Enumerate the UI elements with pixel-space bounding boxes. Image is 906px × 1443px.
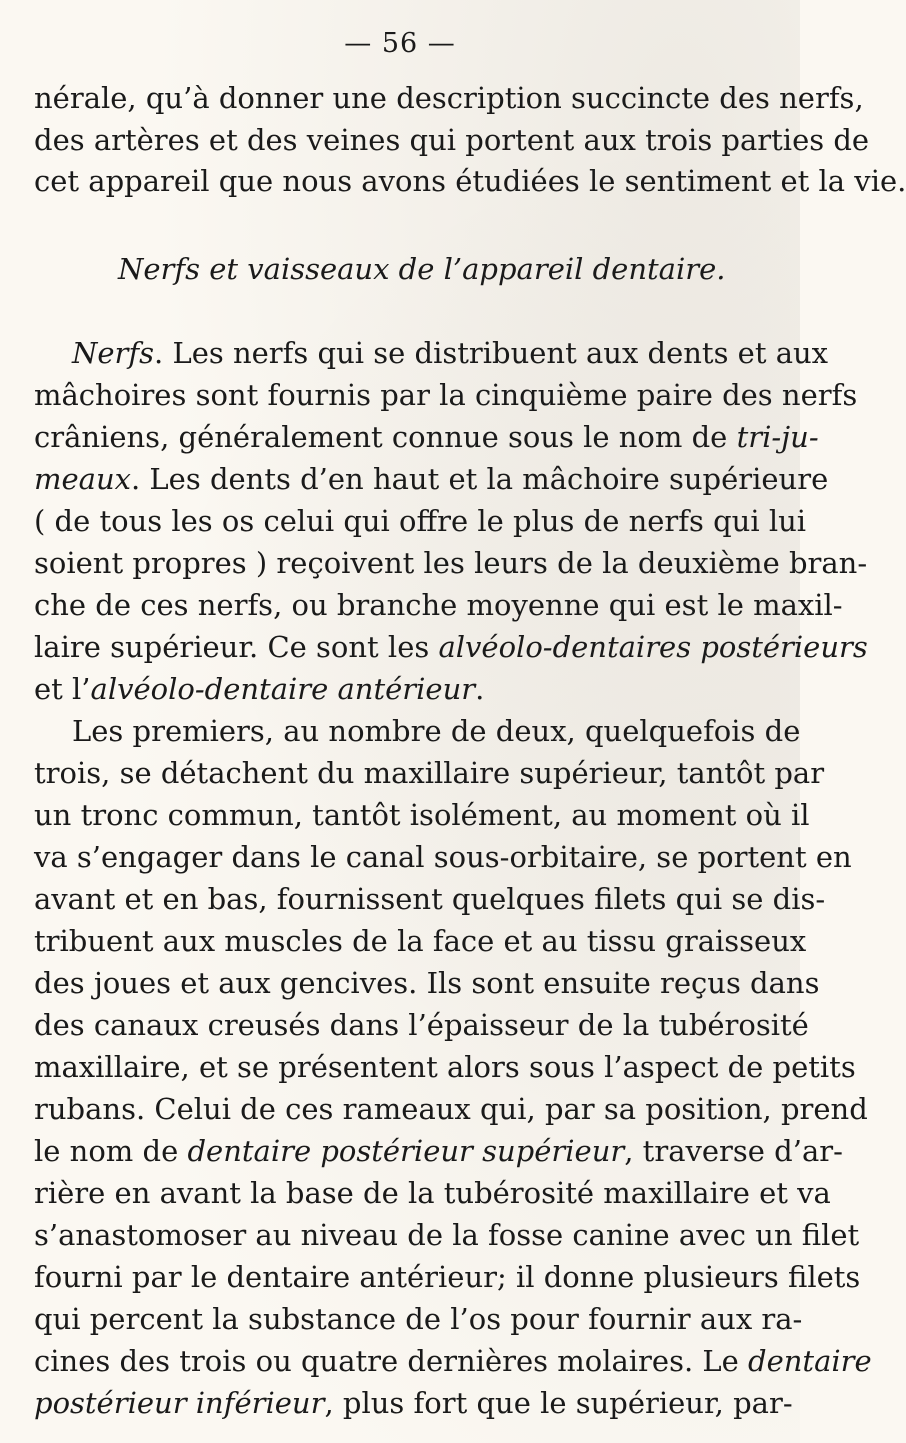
text-line	[34, 1173, 831, 1213]
text-line	[34, 543, 868, 583]
text-line	[34, 1383, 793, 1423]
text-run: trois, se détachent du maxillaire supérieur, tantôt par	[34, 756, 825, 790]
text-run: Les premiers, au nombre de deux, quelquefois de	[72, 714, 801, 748]
text-line	[34, 1089, 868, 1129]
text-line	[34, 795, 810, 835]
text-run: maxillaire, et se présentent alors sous l’aspect de petits	[34, 1050, 856, 1084]
text-run: mâchoires sont fournis par la cinquième paire des nerfs	[34, 378, 858, 412]
text-line	[34, 1341, 872, 1381]
text-line	[34, 627, 868, 667]
text-line	[34, 1005, 809, 1045]
italic-text: alvéolo-dentaires postérieurs	[438, 630, 868, 664]
text-run: . Les dents d’en haut et la mâchoire supérieure	[130, 462, 829, 496]
italic-text: tri-ju-	[736, 420, 819, 454]
text-run: va s’engager dans le canal sous-orbitaire, se portent en	[34, 840, 852, 874]
text-line	[34, 1257, 861, 1297]
text-line	[34, 1215, 860, 1255]
text-line	[34, 501, 807, 541]
text-line	[34, 1131, 843, 1171]
text-line	[34, 161, 906, 201]
text-run: des artères et des veines qui portent aux trois parties de	[34, 123, 870, 157]
italic-text: dentaire postérieur supérieur	[187, 1134, 625, 1168]
text-run: , plus fort que le supérieur, par-	[324, 1386, 793, 1420]
text-run: cet appareil que nous avons étudiées le sentiment et la vie.	[34, 164, 906, 198]
text-line	[34, 120, 870, 160]
section-heading: Nerfs et vaisseaux de l’appareil dentaire.	[118, 252, 726, 286]
text-run: . Les nerfs qui se distribuent aux dents et aux	[154, 336, 829, 370]
text-run: s’anastomoser au niveau de la fosse canine avec un filet	[34, 1218, 860, 1252]
text-line	[34, 375, 858, 415]
text-run: le nom de	[34, 1134, 188, 1168]
text-run: , traverse d’ar-	[624, 1134, 843, 1168]
text-line	[34, 669, 766, 709]
italic-text: Nerfs	[72, 336, 155, 370]
text-line	[34, 1047, 856, 1087]
text-run: crâniens, généralement connue sous le nom de	[34, 420, 737, 454]
text-run: un tronc commun, tantôt isolément, au moment où il	[34, 798, 810, 832]
text-line	[34, 459, 829, 499]
text-run: qui percent la substance de l’os pour fournir aux ra-	[34, 1302, 803, 1336]
italic-text: dentaire	[748, 1344, 872, 1378]
text-run: des canaux creusés dans l’épaisseur de la tubérosité	[34, 1008, 809, 1042]
text-run: rière en avant la base de la tubérosité maxillaire et va	[34, 1176, 831, 1210]
text-line	[34, 921, 807, 961]
page-number: — 56 —	[344, 28, 456, 59]
text-run: et l’	[34, 672, 91, 706]
text-run: .	[475, 672, 485, 706]
text-run: che de ces nerfs, ou branche moyenne qui est le maxil-	[34, 588, 843, 622]
italic-text: meaux	[34, 462, 131, 496]
text-line	[34, 1299, 803, 1339]
text-run: rubans. Celui de ces rameaux qui, par sa position, prend	[34, 1092, 868, 1126]
text-run: cines des trois ou quatre dernières molaires. Le	[34, 1344, 749, 1378]
text-run: des joues et aux gencives. Ils sont ensuite reçus dans	[34, 966, 820, 1000]
italic-text: alvéolo-dentaire antérieur	[90, 672, 476, 706]
text-line	[34, 837, 852, 877]
text-run: soient propres ) reçoivent les leurs de la deuxième bran-	[34, 546, 868, 580]
text-run: nérale, qu’à donner une description succincte des nerfs,	[34, 81, 864, 115]
text-line	[34, 753, 825, 793]
text-run: laire supérieur. Ce sont les	[34, 630, 439, 664]
text-run: fourni par le dentaire antérieur; il donne plusieurs filets	[34, 1260, 861, 1294]
text-run: tribuent aux muscles de la face et au tissu graisseux	[34, 924, 807, 958]
text-line	[34, 963, 820, 1003]
text-run: avant et en bas, fournissent quelques filets qui se dis-	[34, 882, 826, 916]
text-line	[34, 417, 819, 457]
text-run: ( de tous les os celui qui offre le plus de nerfs qui lui	[34, 504, 807, 538]
text-line	[72, 711, 801, 751]
text-line	[72, 333, 829, 373]
text-line	[34, 585, 843, 625]
italic-text: postérieur inférieur	[34, 1386, 325, 1420]
text-line	[34, 879, 826, 919]
text-line	[34, 78, 864, 118]
